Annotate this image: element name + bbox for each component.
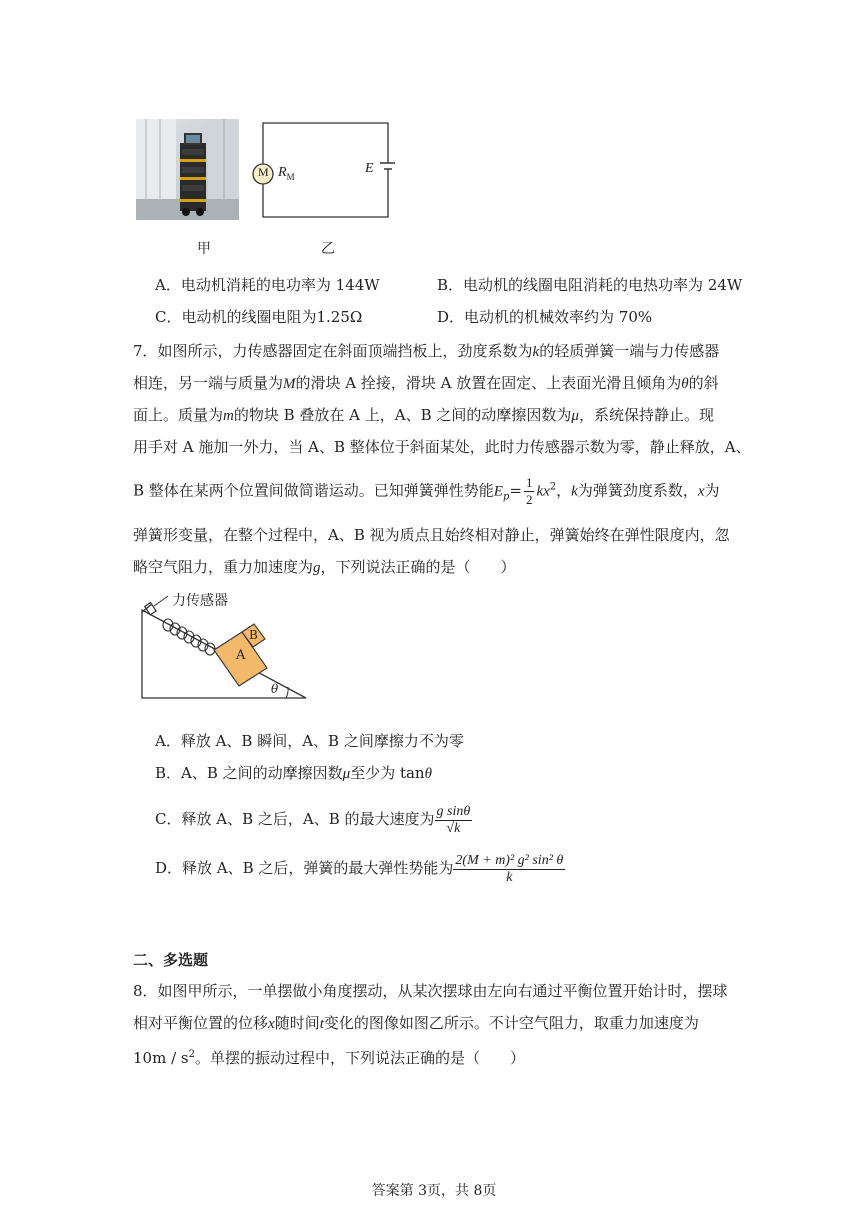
velocity-fraction: $\frac{\text{g sinθ}}{√k}$ xyxy=(436,803,471,836)
incline-diagram xyxy=(138,590,313,702)
q7-line-3: 面上。质量为m的物块 B 叠放在 A 上，A、B 之间的动摩擦因数为μ，系统保持静止。现 xyxy=(133,406,714,424)
angle-label: θ xyxy=(271,682,279,696)
motor-label: M xyxy=(258,165,269,179)
q7-line-6: 弹簧形变量，在整个过程中，A、B 视为质点且始终相对静止，弹簧始终在弹性限度内，忽 xyxy=(133,526,730,544)
q7-line-1: 7．如图所示，力传感器固定在斜面顶端挡板上，劲度系数为k的轻质弹簧一端与力传感器 xyxy=(133,342,720,360)
q8-line-3: $10m / s^2$。单摆的振动过程中，下列说法正确的是（ ） xyxy=(133,1049,525,1067)
q6-option-d: D．电动机的机械效率约为 70% xyxy=(437,308,653,326)
section-heading: 二、多选题 xyxy=(133,951,209,969)
sensor-label: 力传感器 xyxy=(172,593,228,609)
q7-option-d: D．释放 A、B 之后，弹簧的最大弹性势能为 $\frac{\text{2(M + m)² g² sin² θ}}{k}$ xyxy=(155,852,564,885)
q8-line-1: 8．如图甲所示，一单摆做小角度摆动，从某次摆球由左向右通过平衡位置开始计时，摆球 xyxy=(133,982,728,1000)
page-footer: 答案第 3页，共 8页 xyxy=(371,1183,497,1199)
q7-option-b: B．A、B 之间的动摩擦因数μ至少为 tanθ xyxy=(155,764,432,782)
figure-caption-left: 甲 xyxy=(197,241,211,257)
q7-line-4: 用手对 A 施加一外力，当 A、B 整体位于斜面某处，此时力传感器示数为零，静止释放，A、 xyxy=(133,438,751,456)
resistance-label: $R_M$ xyxy=(278,165,295,182)
q7-line-5: B 整体在某两个位置间做简谐运动。已知弹簧弹性势能$E_p=$ $\frac{1}{2}$ $kx^2$，k为弹簧劲度系数，x为 xyxy=(133,475,720,507)
q7-option-c: C．释放 A、B 之后，A、B 的最大速度为 $\frac{\text{g sinθ}}{√k}$ xyxy=(155,803,471,836)
energy-fraction: $\frac{\text{2(M + m)² g² sin² θ}}{k}$ xyxy=(455,852,564,885)
half-fraction: $\frac{1}{2}$ xyxy=(525,475,533,507)
q6-option-b: B．电动机的线圈电阻消耗的电热功率为 24W xyxy=(437,276,743,294)
figure-caption-right: 乙 xyxy=(321,241,335,257)
q6-option-c: C．电动机的线圈电阻为1.25Ω xyxy=(155,308,363,326)
block-a-label: A xyxy=(236,648,246,663)
q6-option-a: A．电动机消耗的电功率为 144W xyxy=(155,276,380,294)
q8-line-2: 相对平衡位置的位移x随时间t变化的图像如图乙所示。不计空气阻力，取重力加速度为 xyxy=(133,1014,699,1032)
block-b-label: B xyxy=(249,628,258,642)
q7-line-2: 相连，另一端与质量为M的滑块 A 拴接，滑块 A 放置在固定、上表面光滑且倾角为θ的斜 xyxy=(133,374,719,392)
robot-photo xyxy=(136,119,239,220)
circuit-diagram xyxy=(250,119,395,223)
emf-label: E xyxy=(365,161,374,176)
q7-line-7: 略空气阻力，重力加速度为g，下列说法正确的是（ ） xyxy=(133,558,516,576)
q7-option-a: A．释放 A、B 瞬间，A、B 之间摩擦力不为零 xyxy=(155,732,464,750)
